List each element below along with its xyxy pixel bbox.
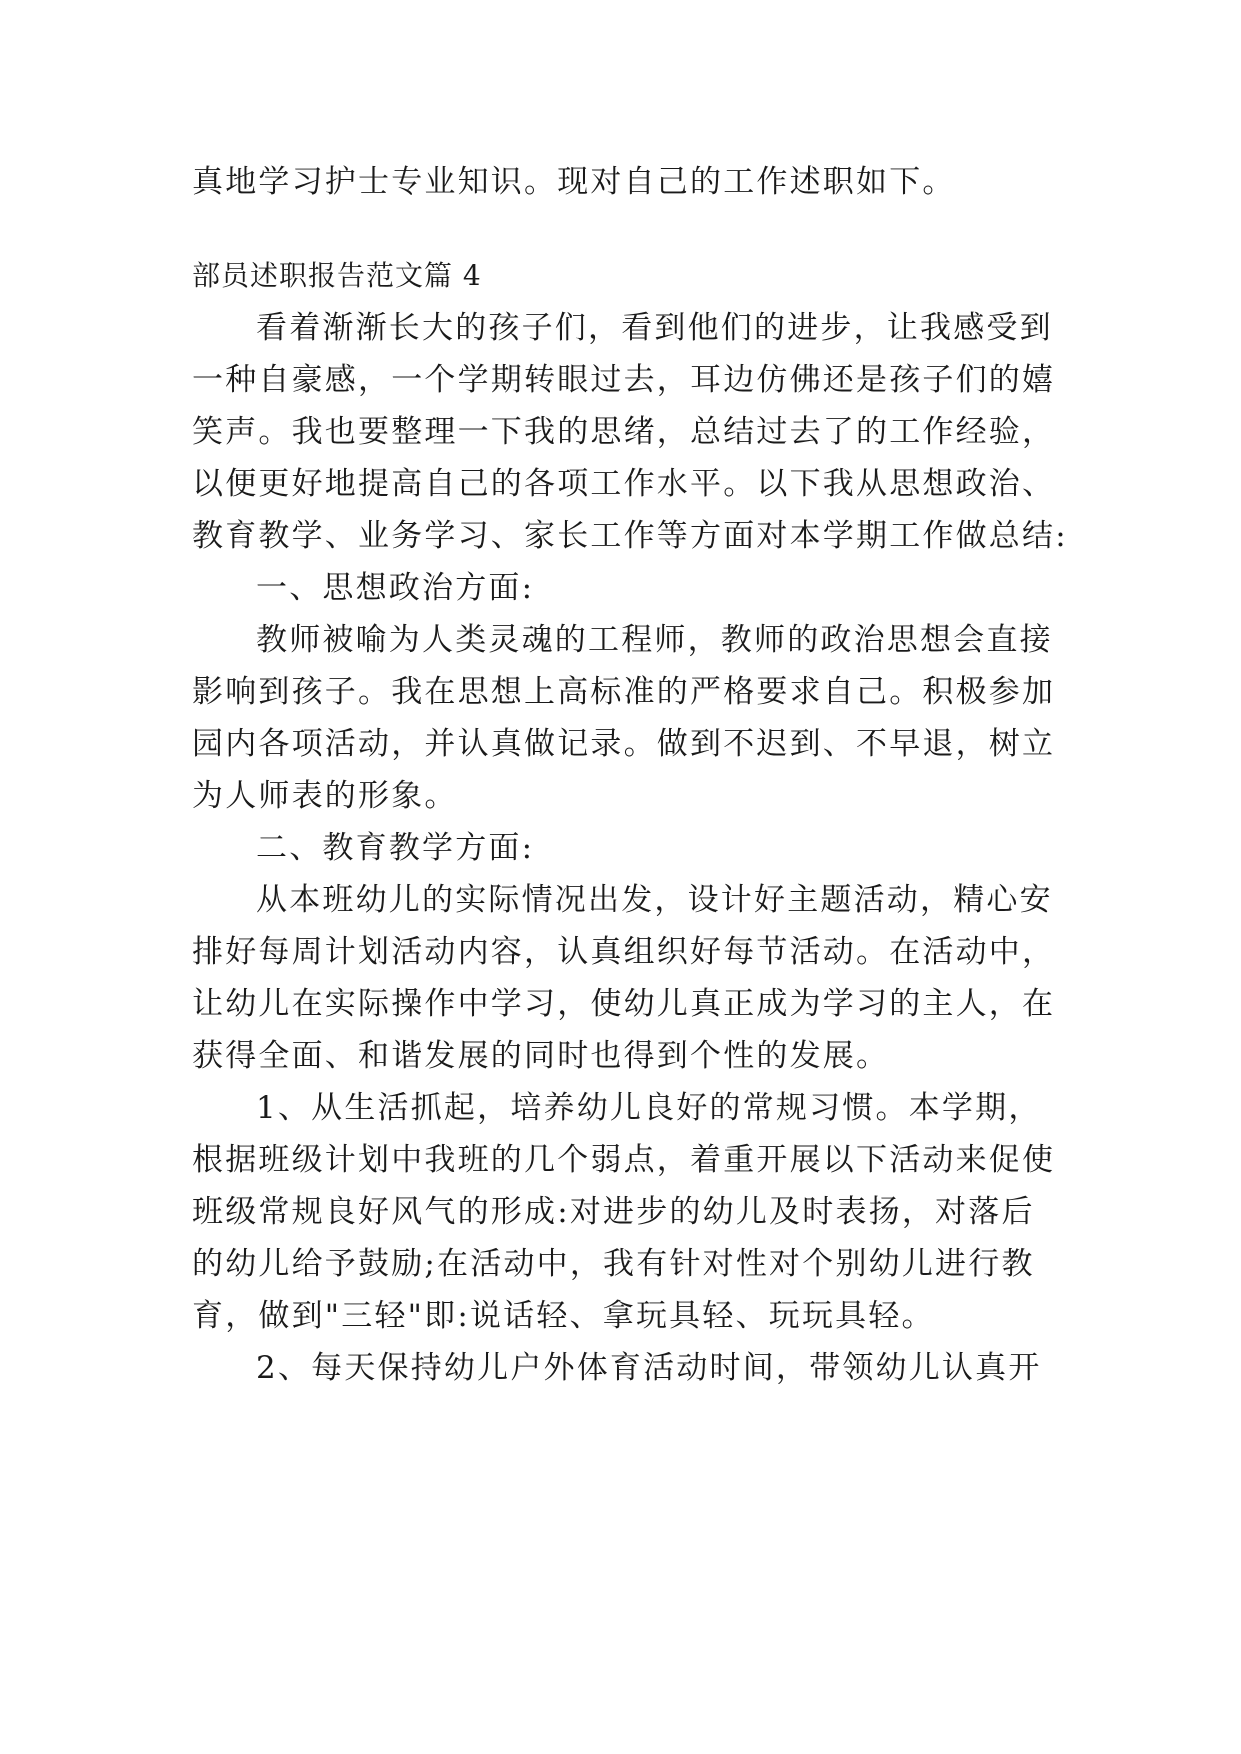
paragraph-line: 园内各项活动，并认真做记录。做到不迟到、不早退，树立 — [192, 726, 1056, 762]
paragraph-line: 看着渐渐长大的孩子们，看到他们的进步，让我感受到 — [256, 310, 1053, 346]
paragraph-line: 排好每周计划活动内容，认真组织好每节活动。在活动中， — [192, 934, 1056, 970]
section-title: 部员述职报告范文篇 4 — [192, 259, 482, 292]
subheading-line: 二、教育教学方面: — [256, 830, 535, 866]
paragraph-line: 育，做到"三轻"即:说话轻、拿玩具轻、玩玩具轻。 — [192, 1298, 935, 1334]
paragraph-line: 影响到孩子。我在思想上高标准的严格要求自己。积极参加 — [192, 674, 1056, 710]
paragraph-line: 获得全面、和谐发展的同时也得到个性的发展。 — [192, 1038, 890, 1074]
paragraph-line: 从本班幼儿的实际情况出发，设计好主题活动，精心安 — [256, 882, 1053, 918]
paragraph-line: 为人师表的形象。 — [192, 778, 458, 814]
paragraph-line: 1、从生活抓起，培养幼儿良好的常规习惯。本学期， — [256, 1090, 1042, 1126]
paragraph-line: 教师被喻为人类灵魂的工程师，教师的政治思想会直接 — [256, 622, 1053, 658]
paragraph-line: 笑声。我也要整理一下我的思绪，总结过去了的工作经验， — [192, 414, 1056, 450]
paragraph-line: 班级常规良好风气的形成:对进步的幼儿及时表扬，对落后 — [192, 1194, 1035, 1230]
paragraph-line: 以便更好地提高自己的各项工作水平。以下我从思想政治、 — [192, 466, 1056, 502]
paragraph-line: 教育教学、业务学习、家长工作等方面对本学期工作做总结: — [192, 518, 1068, 554]
paragraph-line: 让幼儿在实际操作中学习，使幼儿真正成为学习的主人，在 — [192, 986, 1056, 1022]
paragraph-line: 一种自豪感，一个学期转眼过去，耳边仿佛还是孩子们的嬉 — [192, 362, 1056, 398]
paragraph-line: 2、每天保持幼儿户外体育活动时间，带领幼儿认真开 — [256, 1350, 1042, 1386]
paragraph-line: 根据班级计划中我班的几个弱点，着重开展以下活动来促使 — [192, 1142, 1056, 1178]
paragraph-line: 的幼儿给予鼓励;在活动中，我有针对性对个别幼儿进行教 — [192, 1246, 1035, 1282]
intro-tail-line: 真地学习护士专业知识。现对自己的工作述职如下。 — [192, 164, 956, 200]
subheading-line: 一、思想政治方面: — [256, 570, 535, 606]
